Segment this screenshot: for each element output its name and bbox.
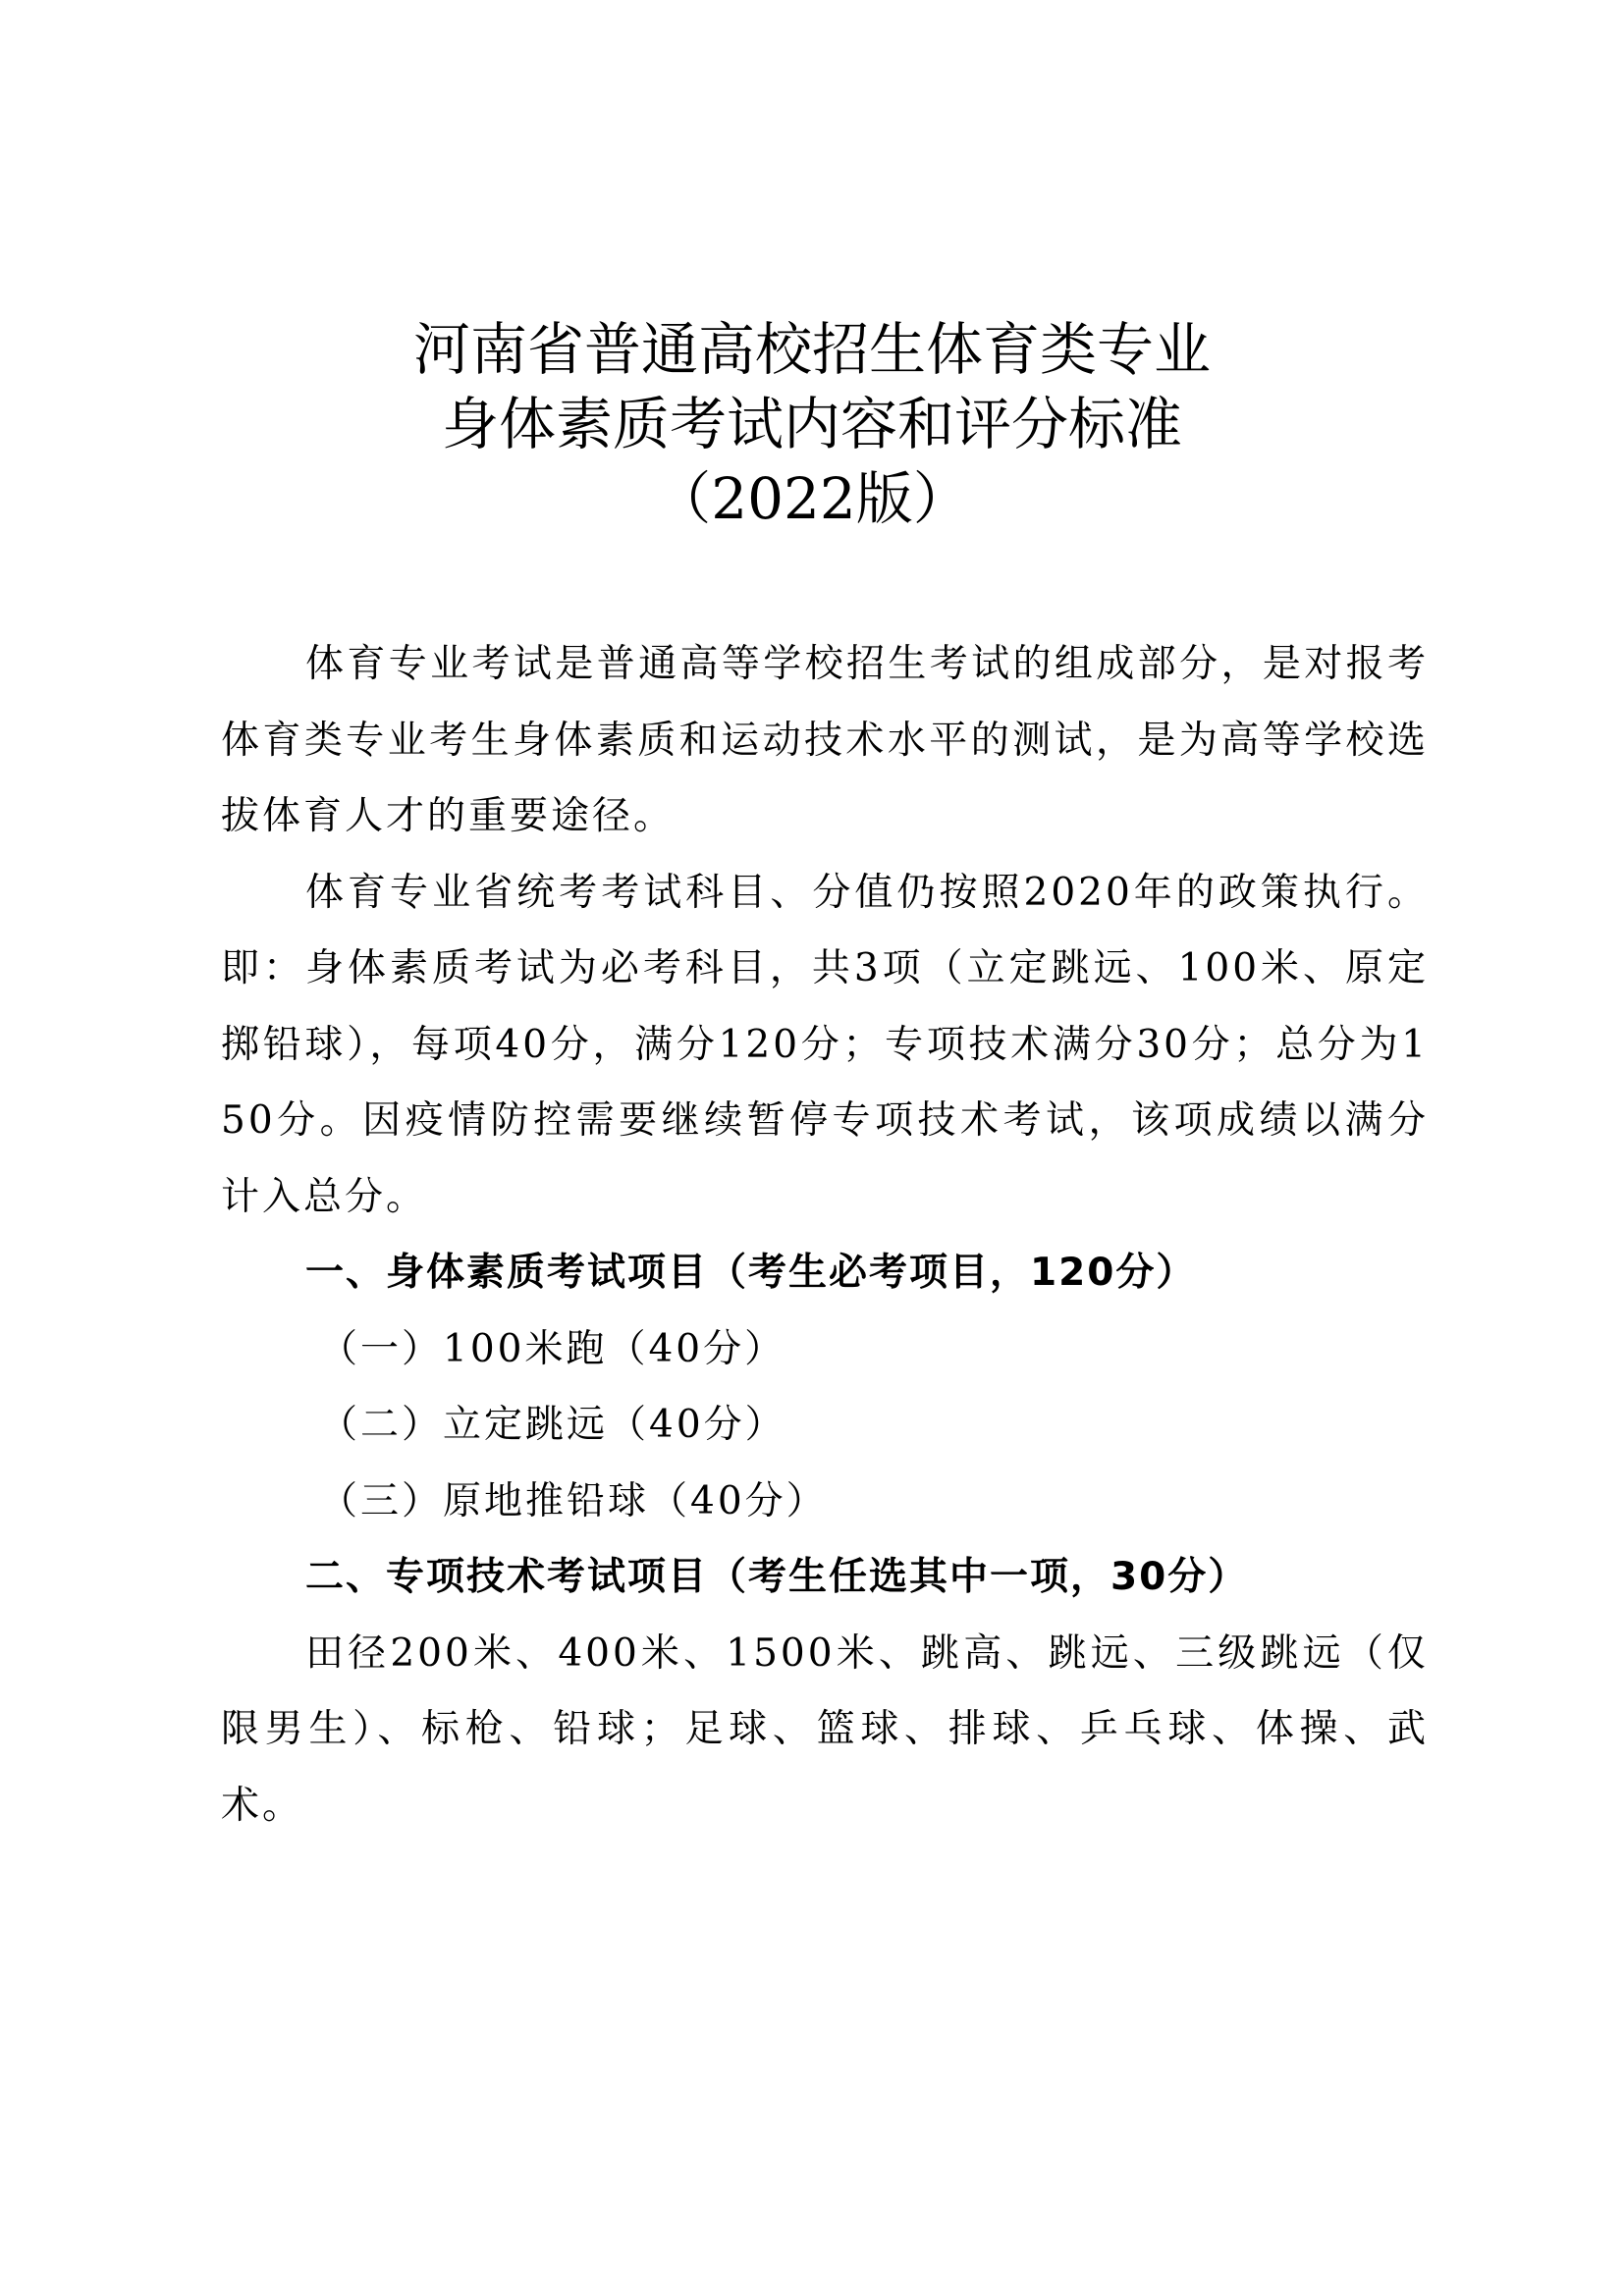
section-1-item-3: （三）原地推铅球（40分）	[319, 1478, 828, 1523]
section-1-heading: 一、身体素质考试项目（考生必考项目，120分）	[305, 1251, 1197, 1295]
document-title	[0, 312, 1624, 536]
title-line-3: （2022版）	[654, 465, 970, 532]
title-line-1: 河南省普通高校招生体育类专业	[412, 316, 1211, 383]
section-2-heading: 二、专项技术考试项目（考生任选其中一项，30分）	[305, 1555, 1249, 1599]
section-1-item-1: （一）100米跑（40分）	[319, 1326, 786, 1371]
section-2-body: 田径200米、400米、1500米、跳高、跳远、三级跳远（仅限男生）、标枪、铅球；足球、篮球、排球、乒乓球、体操、武术。	[221, 1630, 1429, 1828]
policy-paragraph: 体育专业省统考考试科目、分值仍按照2020年的政策执行。即：身体素质考试为必考科目，共3项（立定跳远、100米、原定掷铅球），每项40分，满分120分；专项技术满分30分；总分为150分。因疫情防控需要继续暂停专项技术考试，该项成绩以满分计入总分。	[221, 870, 1429, 1219]
document-body	[221, 626, 1429, 1843]
title-line-2: 身体素质考试内容和评分标准	[441, 391, 1182, 457]
intro-paragraph: 体育专业考试是普通高等学校招生考试的组成部分，是对报考体育类专业考生身体素质和运动技术水平的测试，是为高等学校选拔体育人才的重要途径。	[221, 642, 1429, 838]
section-1-item-2: （二）立定跳远（40分）	[319, 1403, 786, 1447]
